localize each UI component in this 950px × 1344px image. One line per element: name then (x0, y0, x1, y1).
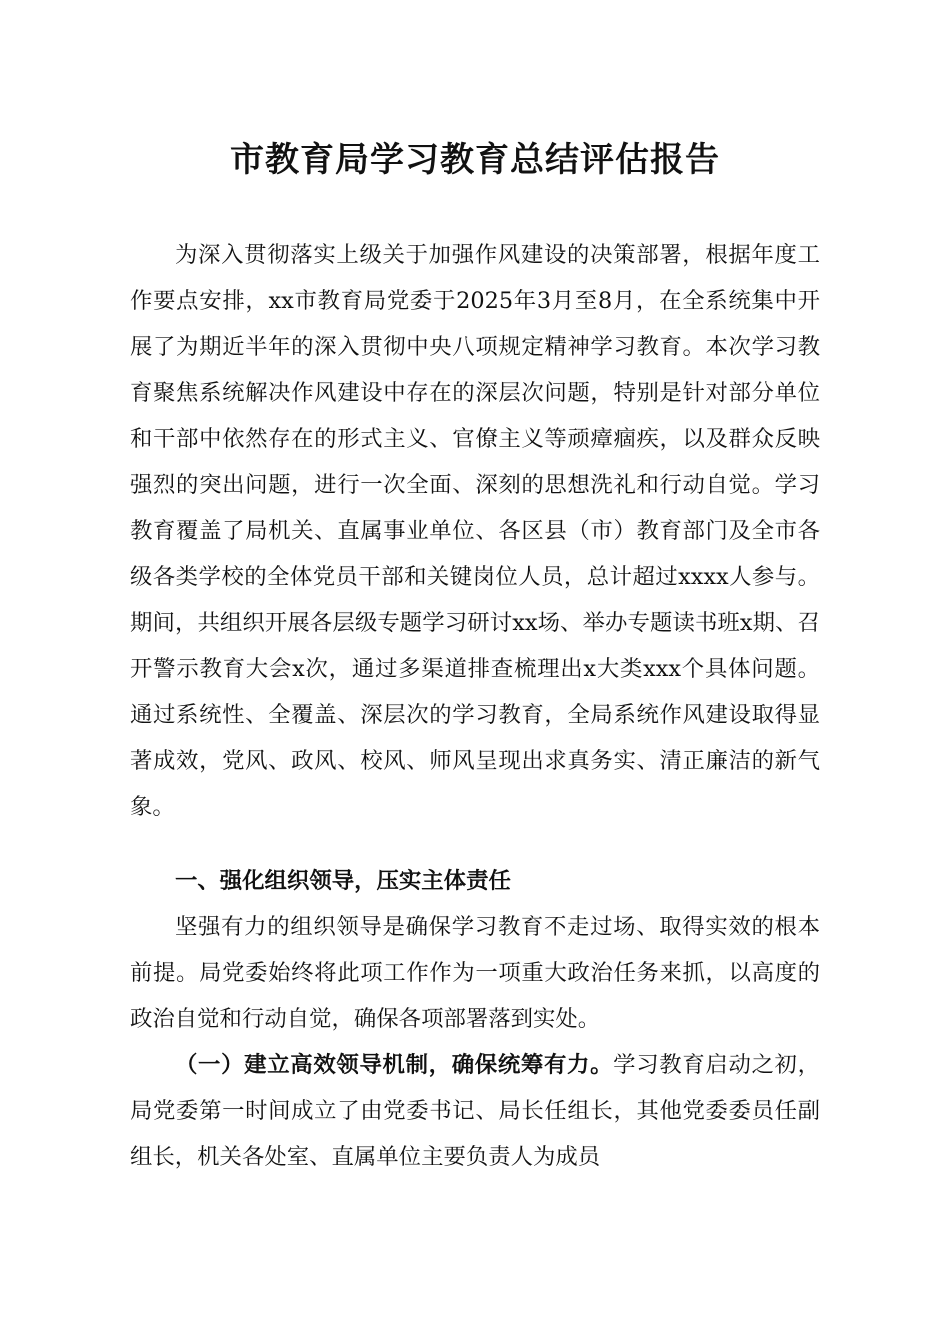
section-heading-1: 一、强化组织领导，压实主体责任 (175, 868, 511, 894)
subsection-1-paragraph (130, 1042, 820, 1180)
subsection-1-text: 学习教育启动之初，局党委第一时间成立了由党委书记、局长任组长，其他党委委员任副组长，机关各处室、直属单位主要负责人为成员 (130, 1052, 821, 1170)
intro-paragraph: 为深入贯彻落实上级关于加强作风建设的决策部署，根据年度工作要点安排，xx市教育局党委于2025年3月至8月，在全系统集中开展了为期近半年的深入贯彻中央八项规定精神学习教育。本次学习教育聚焦系统解决作风建设中存在的深层次问题，特别是针对部分单位和干部中依然存在的形式主义、官僚主义等顽瘴痼疾，以及群众反映强烈的突出问题，进行一次全面、深刻的思想洗礼和行动自觉。学习教育覆盖了局机关、直属事业单位、各区县（市）教育部门及全市各级各类学校的全体党员干部和关键岗位人员，总计超过xxxx人参与。期间，共组织开展各层级专题学习研讨xx场、举办专题读书班x期、召开警示教育大会x次，通过多渠道排查梳理出x大类xxx个具体问题。通过系统性、全覆盖、深层次的学习教育，全局系统作风建设取得显著成效，党风、政风、校风、师风呈现出求真务实、清正廉洁的新气象。 (130, 242, 820, 820)
subsection-heading-1: （一）建立高效领导机制，确保统筹有力。 (175, 1052, 614, 1078)
section-1-paragraph: 坚强有力的组织领导是确保学习教育不走过场、取得实效的根本前提。局党委始终将此项工作作为一项重大政治任务来抓，以高度的政治自觉和行动自觉，确保各项部署落到实处。 (130, 914, 820, 1032)
document-title: 市教育局学习教育总结评估报告 (230, 140, 720, 180)
